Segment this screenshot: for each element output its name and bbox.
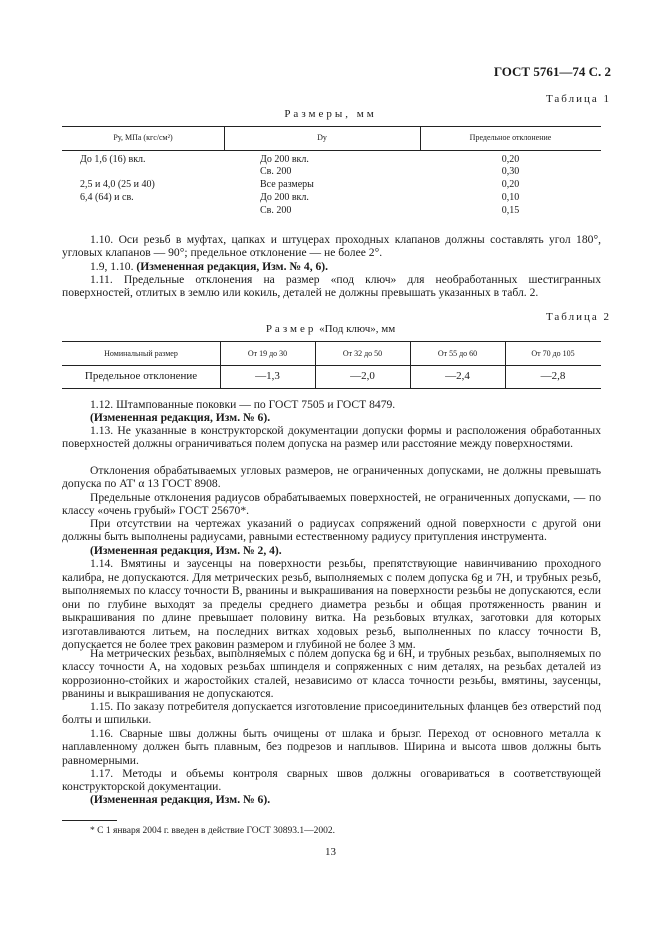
table-2-cell: —2,4 (445, 370, 470, 382)
paragraph-1-9-1-10-edit (62, 260, 601, 273)
paragraph-1-9-text: 1.9, 1.10. (Измененная редакция, Изм. № 4, 6). (90, 260, 329, 273)
table-1-cell: 0,15 (501, 205, 520, 216)
paragraph-radii: Предельные отклонения радиусов обрабатываемых поверхностей, не ограниченных допусками, — по классу «очень грубый» ГОСТ 25670*. (62, 491, 601, 518)
paragraph-1-9-edit-note: (Измененная редакция, Изм. № 4, 6). (136, 260, 329, 273)
table-1-cell: Св. 200 (260, 166, 292, 177)
paragraph-1-12: 1.12. Штампованные поковки — по ГОСТ 7505 и ГОСТ 8479. (90, 398, 396, 411)
table-2-cell: —1,3 (255, 370, 280, 382)
paragraph-1-11: 1.11. Предельные отклонения на размер «под ключ» для необработанных шестигранных поверхностей, отлитых в землю или кокиль, деталей не должны превышать указанных в табл. 2. (62, 273, 601, 300)
table-1-header-rule (62, 150, 601, 151)
table-1-cell: 0,30 (501, 166, 520, 177)
table-1-cell: 6,4 (64) и св. (80, 192, 134, 203)
table-2-header-range: От 19 до 30 (247, 349, 288, 358)
table-1-cell: Св. 200 (260, 205, 292, 216)
table-2-header-range: От 55 до 60 (437, 349, 478, 358)
table-1-cell: 2,5 и 4,0 (25 и 40) (80, 179, 155, 190)
table-1-caption: Размеры, мм (284, 108, 377, 120)
paragraph-absent: При отсутствии на чертежах указаний о радиусах сопряжений одной поверхности с другой они должны быть выполнены радиусами, равными естественному радиусу притупления инструмента. (62, 517, 601, 544)
table-2-caption-rest: «Под ключ», мм (319, 323, 396, 335)
paragraph-1-16: 1.16. Сварные швы должны быть очищены от шлака и брызг. Переход от основного металла к наплавленному должен быть плавным, без подрезов и наплывов. Ширина и высота швов должны быть равномерными. (62, 727, 601, 767)
paragraph-angles: Отклонения обрабатываемых угловых размеров, не ограниченных допусками, не должны превышать допуска по AT' α 13 ГОСТ 8908. (62, 464, 601, 491)
paragraph-1-15: 1.15. По заказу потребителя допускается изготовление присоединительных фланцев без отверстий под болты и шпильки. (62, 700, 601, 727)
table-1-cell: До 200 вкл. (260, 154, 309, 165)
table-1-header-deviation: Предельное отклонение (469, 133, 552, 142)
table-1-cell: До 1,6 (16) вкл. (80, 154, 146, 165)
table-1-header-diameter: Dу (317, 133, 327, 142)
table-1-cell: Все размеры (260, 179, 314, 190)
table-2-bottom-rule (62, 388, 601, 389)
paragraph-1-13: 1.13. Не указанные в конструкторской документации допуски формы и расположения обработанных поверхностей должны ограничиваться полем допуска на размер или расстояние между поверхностями. (62, 424, 601, 451)
table-2-cell: —2,0 (350, 370, 375, 382)
footnote: * С 1 января 2004 г. введен в действие ГОСТ 30893.1—2002. (90, 826, 335, 836)
table-1-label: Таблица 1 (545, 93, 611, 105)
paragraph-metric: На метрических резьбах, выполняемых с полем допуска 6g и 6H, и трубных резьбах, выполняемых по классу точности A, на ходовых резьбах шпинделя и сопряженных с ним деталях, на резьбах деталей из коррозионно-стойких и жаростойких сталей, независимо от класса точности резьбы, вмятины, заусенцы, рванины и выкрашивания не допускаются. (62, 647, 601, 701)
table-2-caption (0, 323, 661, 335)
document-code: ГОСТ 5761—74 С. 2 (493, 64, 611, 79)
paragraph-1-17-edit: (Измененная редакция, Изм. № 6). (90, 793, 271, 806)
paragraph-edit-2-4: (Измененная редакция, Изм. № 2, 4). (90, 544, 282, 557)
page-number: 13 (325, 846, 336, 858)
table-2-label: Таблица 2 (545, 311, 611, 323)
table-1-header-pressure: Pу, МПа (кгс/см²) (113, 133, 173, 142)
table-1-top-rule (62, 126, 601, 127)
table-2-header-rule (62, 365, 601, 366)
table-2-header-range: От 70 до 105 (531, 349, 575, 358)
table-1-cell: 0,20 (501, 179, 520, 190)
table-2-header-nominal: Номинальный размер (104, 349, 178, 358)
paragraph-1-12-edit: (Измененная редакция, Изм. № 6). (90, 411, 271, 424)
paragraph-1-10: 1.10. Оси резьб в муфтах, цапках и штуцерах проходных клапанов должны составлять угол 180°, угловых клапанов — 90°; предельное отклонение — не более 2°. (62, 233, 601, 260)
paragraph-1-14: 1.14. Вмятины и заусенцы на поверхности резьбы, препятствующие навинчиванию проходного калибра, не допускаются. Для метрических резьб, выполняемых с полем допуска 6g и 7H, и трубных резьб, выполняемых по классу точности B, рванины и выкрашивания на поверхности резьбы не допускаются, если они по глубине выходят за пределы среднего диаметра резьбы и общая протяженность рванин и выкрашивания по длине превышает половину витка. На резьбовых втулках, заготовки для которых изготавливаются литьем, на последних витках ходовых резьб, выполненных по классу точности B, допускается не более трех раковин размером и глубиной не более 3 мм. (62, 557, 601, 651)
table-1-cell: 0,20 (501, 154, 520, 165)
table-2-cell: —2,8 (540, 370, 566, 382)
footnote-separator (62, 820, 117, 821)
table-2-cell: Предельное отклонение (84, 370, 198, 382)
table-2-caption-word: Размер (265, 323, 317, 335)
table-1-cell: До 200 вкл. (260, 192, 309, 203)
table-1-cell: 0,10 (501, 192, 520, 203)
paragraph-1-17: 1.17. Методы и объемы контроля сварных швов должны оговариваться в соответствующей конструкторской документации. (62, 767, 601, 794)
table-2-header-range: От 32 до 50 (342, 349, 383, 358)
table-2-top-rule (62, 341, 601, 342)
